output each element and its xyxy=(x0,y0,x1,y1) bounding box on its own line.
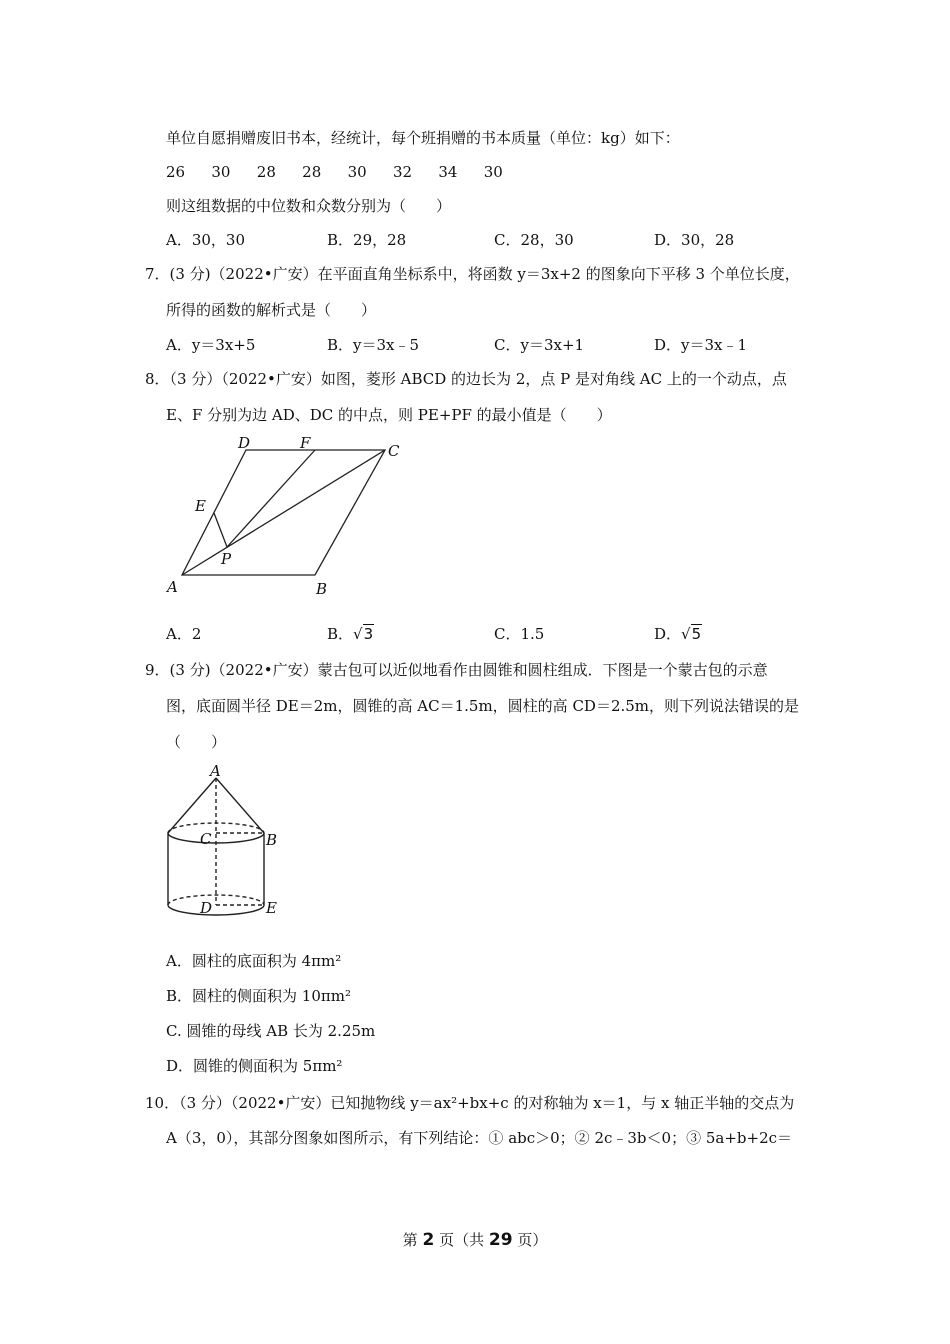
label-c: C xyxy=(388,442,400,460)
q9-line2: 图，底面圆半径 DE＝2m，圆锥的高 AC＝1.5m，圆柱的高 CD＝2.5m，则下列说法错误的是 xyxy=(166,697,800,715)
segment-pe xyxy=(214,513,227,547)
label-b: B xyxy=(316,580,328,598)
q9-option-a: A．圆柱的底面积为 4πm² xyxy=(166,952,342,970)
q10-line1: 10．（3 分）（2022•广安）已知抛物线 y＝ax²+bx+c 的对称轴为 x＝1，与 x 轴正半轴的交点为 xyxy=(145,1094,795,1112)
rhombus-figure xyxy=(160,430,410,600)
q7-line2: 所得的函数的解析式是（ ） xyxy=(166,301,377,319)
label-d: D xyxy=(238,434,251,452)
q6-continuation: 单位自愿捐赠废旧书本，经统计，每个班捐赠的书本质量（单位：kg）如下： xyxy=(166,129,680,147)
q8-option-c: C．1.5 xyxy=(494,625,545,643)
q7-option-d: D．y＝3x﹣1 xyxy=(654,336,748,354)
q10-line2: A（3，0），其部分图象如图所示，有下列结论：① abc＞0；② 2c﹣3b＜0；③ 5a+b+2c＝ xyxy=(166,1129,793,1147)
q9-option-c: C. 圆锥的母线 AB 长为 2.25m xyxy=(166,1022,376,1040)
total-pages: 29 xyxy=(488,1230,513,1250)
q7-option-c: C．y＝3x+1 xyxy=(494,336,585,354)
label-e: E xyxy=(195,497,206,515)
q7-line1: 7．(3 分)（2022•广安）在平面直角坐标系中，将函数 y＝3x+2 的图象向下平移 3 个单位长度， xyxy=(145,265,800,283)
label-a: A xyxy=(210,762,221,780)
bottom-ellipse-front xyxy=(168,905,264,915)
q9-line3: （ ） xyxy=(166,733,227,751)
diagonal-ac xyxy=(182,450,385,575)
q9-line1: 9．(3 分)（2022•广安）蒙古包可以近似地看作由圆锥和圆柱组成．下图是一个蒙古包的示意 xyxy=(145,661,768,679)
label-e: E xyxy=(266,899,277,917)
q7-option-b: B．y＝3x﹣5 xyxy=(327,336,420,354)
page-footer: 第 2 页（共 29 页） xyxy=(402,1230,548,1250)
page-number: 2 xyxy=(422,1230,435,1250)
q7-option-a: A．y＝3x+5 xyxy=(166,336,256,354)
label-a: A xyxy=(167,578,178,596)
q8-option-d: D．√5 xyxy=(654,625,702,643)
label-p: P xyxy=(221,550,232,568)
segment-pf xyxy=(227,450,315,547)
label-f: F xyxy=(300,434,311,452)
q9-option-b: B．圆柱的侧面积为 10πm² xyxy=(166,987,351,1005)
q9-option-d: D．圆锥的侧面积为 5πm² xyxy=(166,1057,343,1075)
q6-question: 则这组数据的中位数和众数分别为（ ） xyxy=(166,197,452,215)
q8-option-b: B．√3 xyxy=(327,625,374,643)
q8-line2: E、F 分别为边 AD、DC 的中点，则 PE+PF 的最小值是（ ） xyxy=(166,406,612,424)
yurt-figure xyxy=(160,760,290,922)
q6-option-a: A．30，30 xyxy=(166,231,246,249)
q8-option-a: A．2 xyxy=(166,625,202,643)
q6-data-row: 26 30 28 28 30 32 34 30 xyxy=(166,163,503,181)
q6-option-b: B．29，28 xyxy=(327,231,407,249)
label-d: D xyxy=(200,899,213,917)
cone-right-edge xyxy=(216,778,264,833)
q8-line1: 8．（3 分）（2022•广安）如图，菱形 ABCD 的边长为 2，点 P 是对角线 AC 上的一个动点，点 xyxy=(145,370,787,388)
label-b: B xyxy=(266,831,278,849)
q6-option-d: D．30，28 xyxy=(654,231,735,249)
q6-option-c: C．28，30 xyxy=(494,231,574,249)
label-c: C xyxy=(200,830,212,848)
cone-left-edge xyxy=(168,778,216,833)
